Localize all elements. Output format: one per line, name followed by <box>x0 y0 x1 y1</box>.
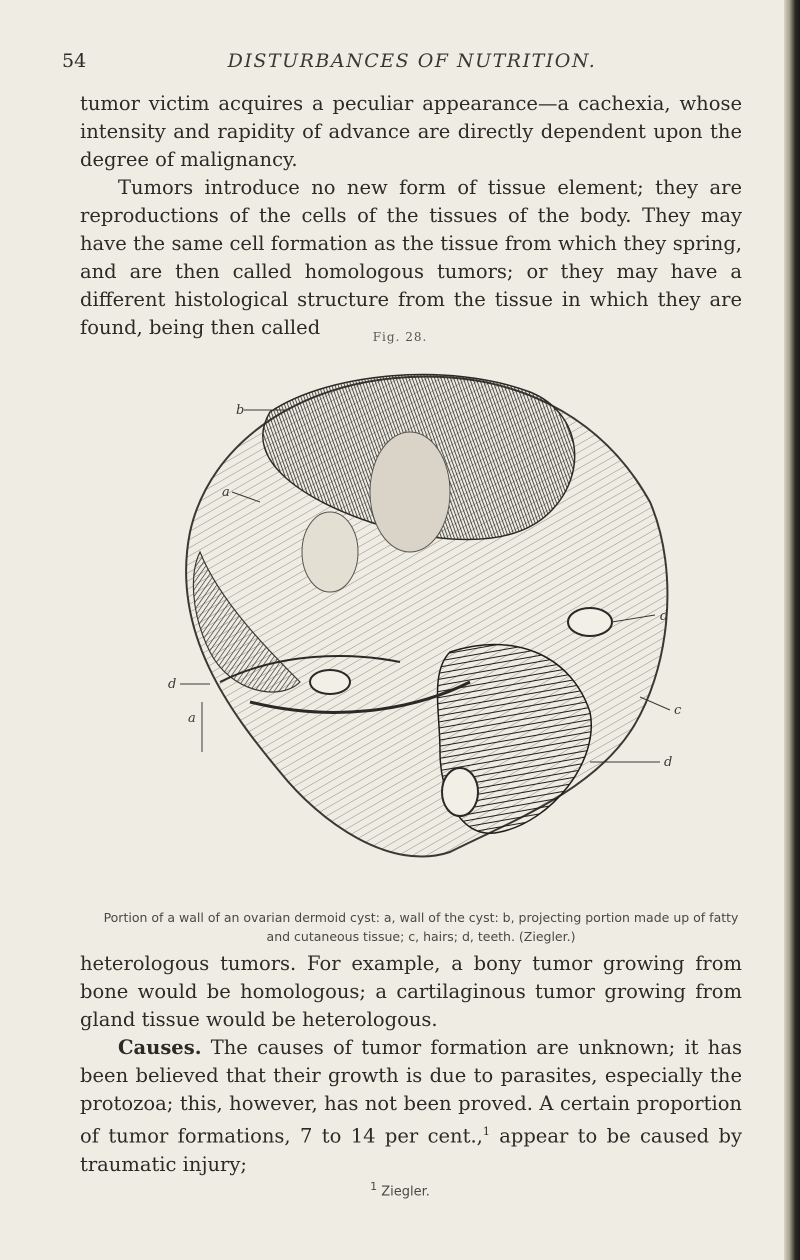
running-title: DISTURBANCES OF NUTRITION. <box>227 50 597 72</box>
figure-letter-a: a <box>188 711 196 726</box>
paragraph-3: heterologous tumors. For example, a bony tumor growing from bone would be homologous; a cartilaginous tumor growing from gland tissue would be heterologous. <box>80 952 742 1031</box>
causes-text-a: The causes of tumor formation are unknown; it has been believed that their growth is due to parasites, especially the protozoa; this, however, has not been proved. A certain proportion of tumor formations, 7 to 14 per cent., <box>80 1036 742 1148</box>
figure-caption: Portion of a wall of an ovarian dermoid cyst: a, wall of the cyst: b, projecting portion made up of fatty and cutaneous tissue; c, hairs; d, teeth. (Ziegler.) <box>103 910 739 944</box>
figure-letter-c: c <box>674 703 682 718</box>
figure-letter-a: a <box>222 485 230 500</box>
footnote-reference: 1 <box>482 1125 490 1138</box>
causes-heading: Causes. <box>118 1036 202 1059</box>
footnote <box>0 1180 800 1199</box>
page-header <box>62 50 762 78</box>
footnote-marker: 1 <box>370 1180 378 1193</box>
figure-label: Fig. 28. <box>372 330 428 344</box>
figure-letter-d: d <box>660 609 669 624</box>
figure-letter-d: d <box>168 677 177 692</box>
footnote-text: Ziegler. <box>377 1184 430 1200</box>
paragraph-1: tumor victim acquires a peculiar appearance—a cachexia, whose intensity and rapidity of advance are directly dependent upon the degree of malignancy. <box>80 92 742 171</box>
figure-letter-d: d <box>664 755 673 770</box>
dermoid-cyst-engraving <box>150 352 690 907</box>
paragraph-causes <box>80 1034 742 1179</box>
paragraph-2: Tumors introduce no new form of tissue element; they are reproductions of the cells of the tissues of the body. They may have the same cell formation as the tissue from which they spring, and are then called homologous tumors; or they may have a different histological structure from the tissue in which they are found, being then called <box>80 176 742 339</box>
figure-dermoid-cyst-illustration <box>150 352 690 907</box>
page-edge-shadow <box>784 0 800 1260</box>
causes-text-b: appear to be caused by traumatic injury; <box>80 1124 742 1176</box>
page-number: 54 <box>62 50 87 72</box>
figure-letter-b: b <box>236 403 245 418</box>
